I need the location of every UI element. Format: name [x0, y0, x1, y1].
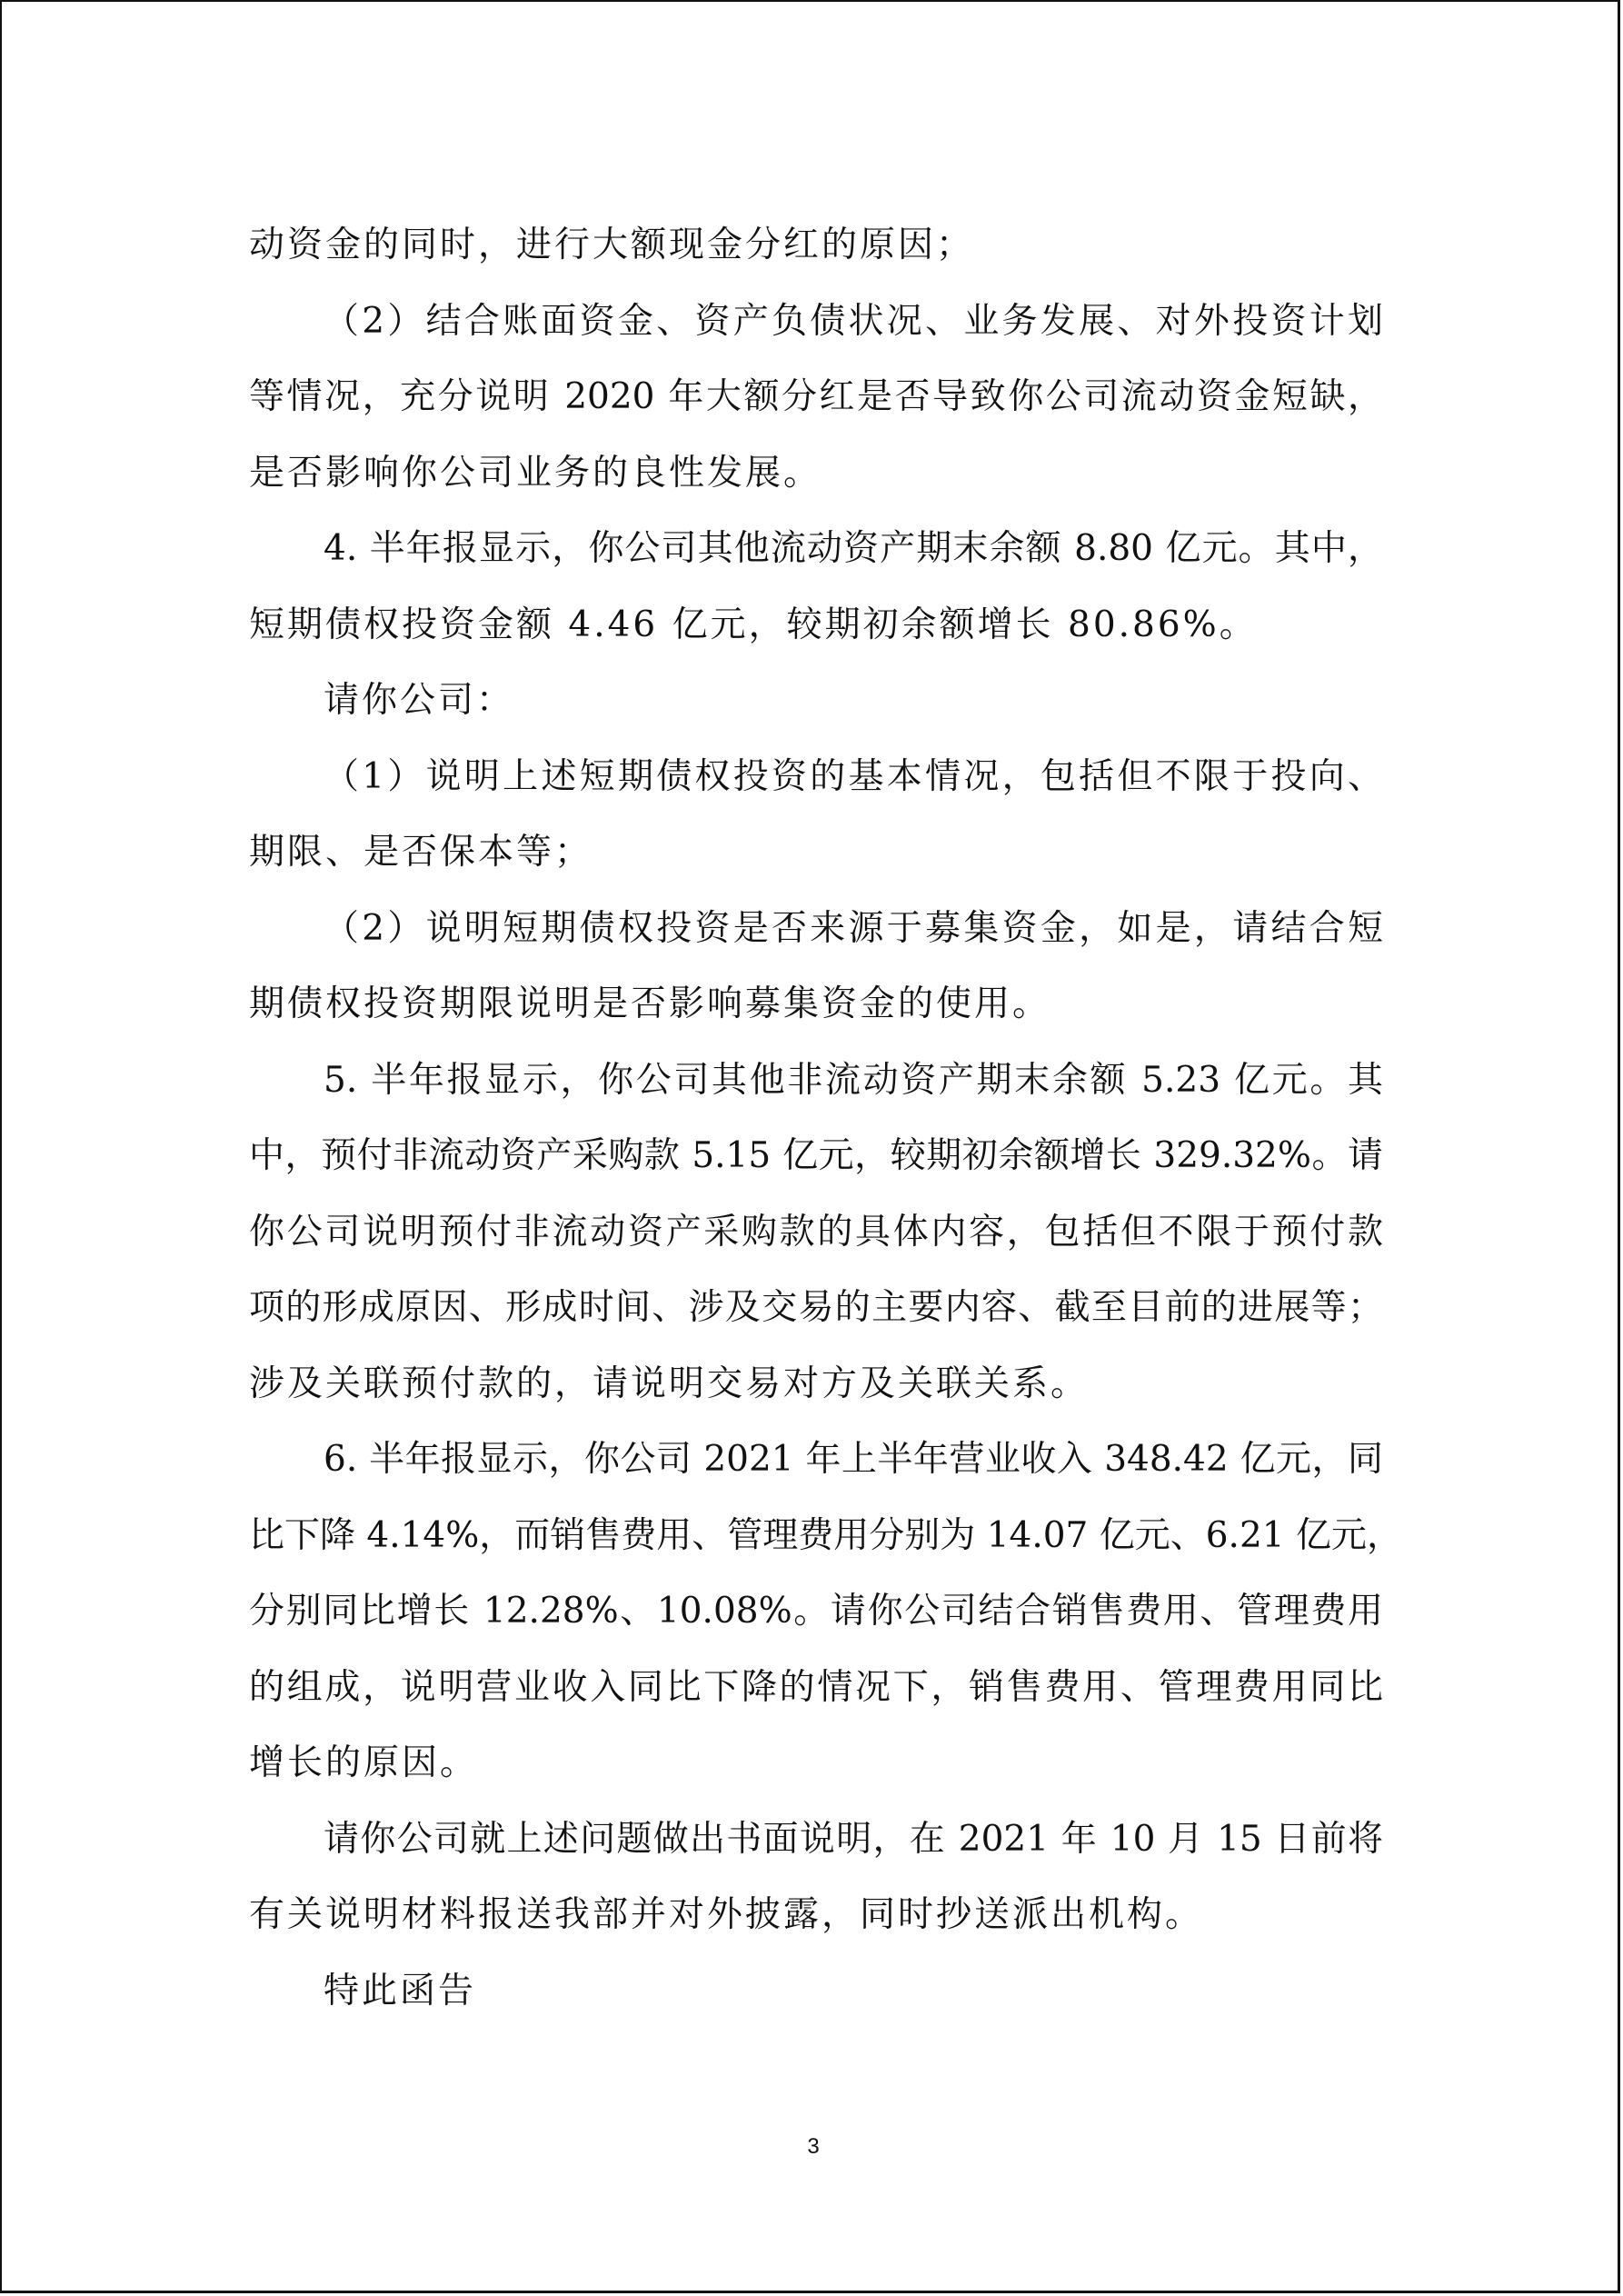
text-line-deadline-start: 请你公司就上述问题做出书面说明，在 2021 年 10 月 15 日前将 — [324, 1819, 1383, 1860]
text-line-question-4-start: 4. 半年报显示，你公司其他流动资产期末余额 8.80 亿元。其中， — [324, 528, 1383, 569]
text-line-question-6-end: 增长的原因。 — [249, 1742, 479, 1783]
text-line-question-5-end: 涉及关联预付款的，请说明交易对方及关联关系。 — [249, 1363, 1090, 1404]
text-line-request-heading: 请你公司： — [324, 680, 515, 721]
text-line-continuation-dividend-reason: 动资金的同时，进行大额现金分红的原因； — [249, 225, 975, 265]
text-line-question-4-sub-1-start: （1）说明上述短期债权投资的基本情况，包括但不限于投向、 — [324, 756, 1383, 797]
text-line-question-6-line-4: 的组成，说明营业收入同比下降的情况下，销售费用、管理费用同比 — [249, 1667, 1383, 1708]
text-line-closing: 特此函告 — [324, 1971, 477, 2011]
text-line-question-5-start: 5. 半年报显示，你公司其他非流动资产期末余额 5.23 亿元。其 — [324, 1060, 1383, 1101]
text-line-item-2-middle: 等情况，充分说明 2020 年大额分红是否导致你公司流动资金短缺， — [249, 376, 1383, 417]
text-line-question-4-sub-2-start: （2）说明短期债权投资是否来源于募集资金，如是，请结合短 — [324, 908, 1383, 949]
text-line-question-6-line-3: 分别同比增长 12.28%、10.08%。请你公司结合销售费用、管理费用 — [249, 1591, 1383, 1632]
page-number: 3 — [807, 2134, 820, 2159]
text-line-question-5-line-2: 中，预付非流动资产采购款 5.15 亿元，较期初余额增长 329.32%。请 — [249, 1135, 1383, 1176]
text-line-question-5-line-4: 项的形成原因、形成时间、涉及交易的主要内容、截至目前的进展等； — [249, 1287, 1383, 1328]
text-line-question-4-end: 短期债权投资金额 4.46 亿元，较期初余额增长 80.86%。 — [249, 604, 1258, 645]
text-line-question-6-line-2: 比下降 4.14%，而销售费用、管理费用分别为 14.07 亿元、6.21 亿元， — [249, 1515, 1402, 1556]
text-line-question-4-sub-2-end: 期债权投资期限说明是否影响募集资金的使用。 — [249, 983, 1051, 1024]
text-line-question-5-line-3: 你公司说明预付非流动资产采购款的具体内容，包括但不限于预付款 — [249, 1212, 1383, 1253]
text-line-item-2-end: 是否影响你公司业务的良性发展。 — [249, 453, 822, 494]
text-line-deadline-end: 有关说明材料报送我部并对外披露，同时抄送派出机构。 — [249, 1894, 1204, 1935]
text-line-item-2-start: （2）结合账面资金、资产负债状况、业务发展、对外投资计划 — [324, 301, 1383, 342]
text-line-question-6-start: 6. 半年报显示，你公司 2021 年上半年营业收入 348.42 亿元，同 — [324, 1439, 1383, 1480]
text-line-question-4-sub-1-end: 期限、是否保本等； — [249, 832, 593, 873]
